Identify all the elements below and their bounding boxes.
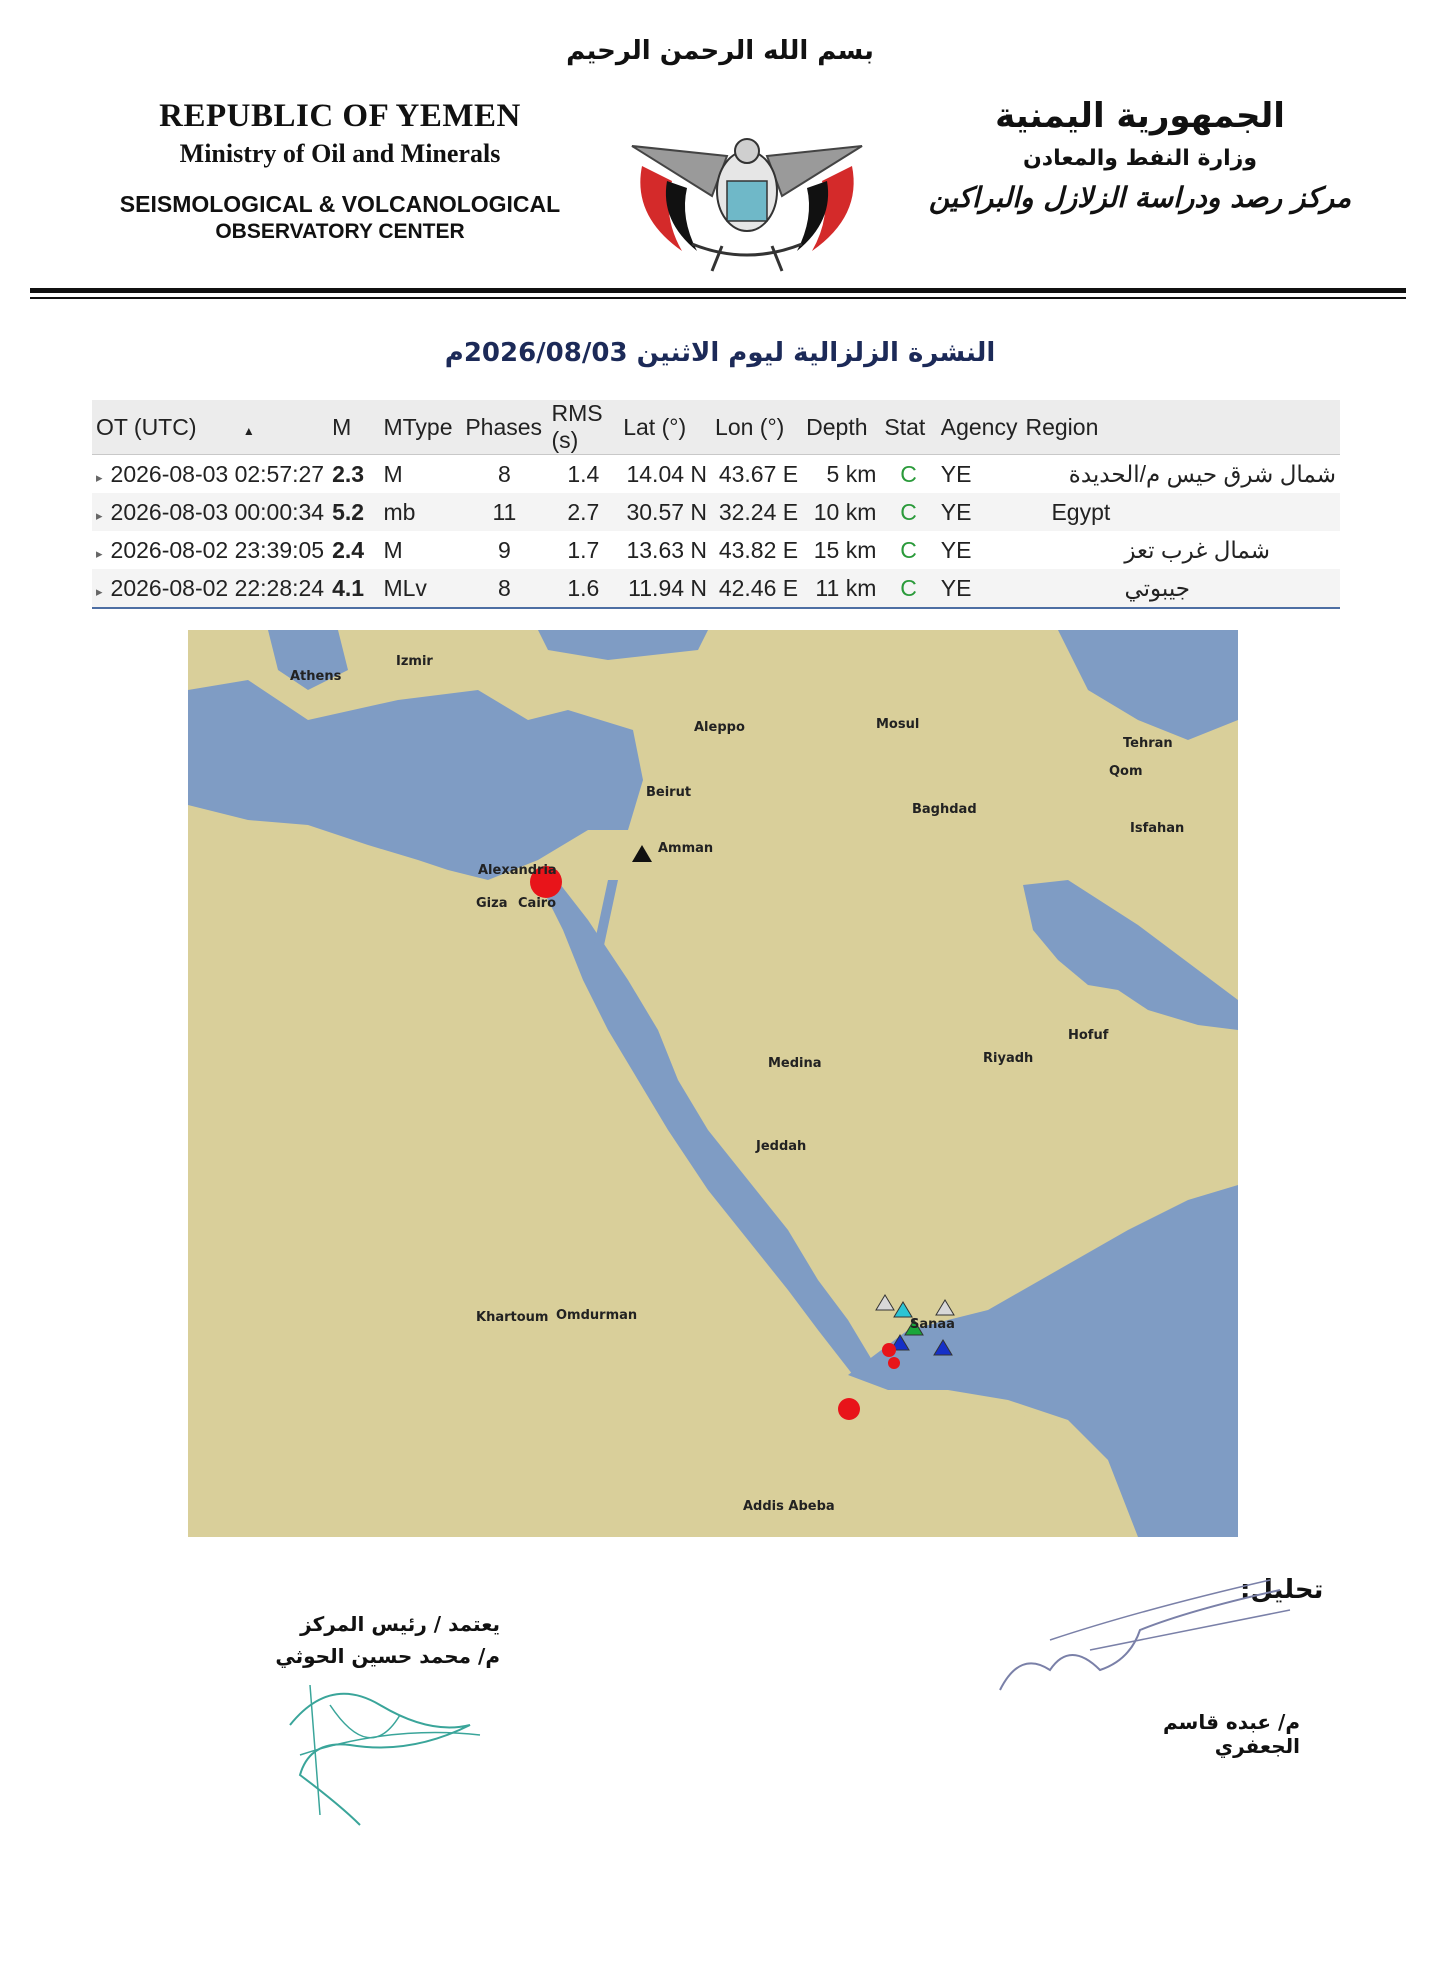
header-rule-thick: [30, 288, 1406, 293]
city-label: Cairo: [518, 896, 557, 911]
city-label: Omdurman: [556, 1308, 638, 1323]
col-region[interactable]: Region: [1021, 400, 1340, 455]
yemen-eagle-emblem: [612, 126, 882, 276]
city-label: Athens: [290, 669, 342, 684]
event-marker: [888, 1357, 900, 1369]
expand-arrow-icon[interactable]: ▸: [96, 469, 103, 485]
ministry-name-en: Ministry of Oil and Minerals: [179, 139, 501, 168]
basmala: بسم الله الرحمن الرحيم: [566, 36, 874, 66]
col-mtype[interactable]: MType: [379, 400, 461, 455]
city-label: Amman: [658, 841, 714, 856]
city-label: Addis Abeba: [743, 1499, 835, 1514]
approver-name: م/ محمد حسين الحوثي: [275, 1644, 500, 1668]
col-lat[interactable]: Lat (°): [619, 400, 711, 455]
expand-arrow-icon[interactable]: ▸: [96, 507, 103, 523]
event-marker: [838, 1398, 860, 1420]
center-name-ar: مركز رصد ودراسة الزلازل والبراكين: [928, 181, 1352, 214]
col-lon[interactable]: Lon (°): [711, 400, 802, 455]
city-label: Sanaa: [910, 1317, 955, 1332]
table-row[interactable]: ▸ 2026-08-02 22:28:24 4.1 MLv 8 1.6 11.94 N 42.46 E 11 km C YE جيبوتي: [92, 569, 1340, 608]
approver-signature: [270, 1665, 500, 1835]
event-marker: [882, 1343, 896, 1357]
arabic-letterhead: [900, 96, 1380, 214]
table-header-row: [92, 400, 1340, 455]
bulletin-title: النشرة الزلزالية ليوم الاثنين 2026/08/03م: [444, 338, 996, 368]
col-phases[interactable]: Phases: [461, 400, 547, 455]
center-name-en-1: SEISMOLOGICAL & VOLCANOLOGICAL: [119, 191, 561, 217]
city-label: Baghdad: [912, 802, 977, 817]
approver-block: [240, 1612, 500, 1668]
col-stat[interactable]: Stat: [880, 400, 936, 455]
city-label: Riyadh: [983, 1051, 1034, 1066]
ministry-name-ar: وزارة النفط والمعادن: [1023, 146, 1257, 171]
expand-arrow-icon[interactable]: ▸: [96, 545, 103, 561]
city-label: Qom: [1109, 764, 1143, 779]
city-label: Aleppo: [694, 720, 745, 735]
city-label: Jeddah: [756, 1139, 807, 1154]
city-label: Giza: [476, 896, 508, 911]
center-name-en-2: OBSERVATORY CENTER: [215, 220, 465, 243]
col-depth[interactable]: Depth: [802, 400, 880, 455]
earthquake-table: [92, 400, 1340, 609]
analyst-name: م/ عبده قاسم الجعفري: [1162, 1710, 1300, 1758]
city-label: Izmir: [396, 654, 433, 669]
table-row[interactable]: ▸ 2026-08-02 23:39:05 2.4 M 9 1.7 13.63 N 43.82 E 15 km C YE شمال غرب تعز: [96, 536, 1270, 563]
city-label: Khartoum: [476, 1310, 549, 1325]
country-name-en: REPUBLIC OF YEMEN: [159, 98, 521, 134]
city-label: Hofuf: [1068, 1028, 1109, 1043]
table-row[interactable]: ▸ 2026-08-03 02:57:27 2.3 M 8 1.4 14.04 N 43.67 E 5 km C YE شمال شرق حيس م/الحديدة: [96, 460, 1336, 487]
english-letterhead: [100, 98, 580, 244]
city-label: Tehran: [1123, 736, 1173, 751]
city-label: Mosul: [876, 717, 920, 732]
col-agency[interactable]: Agency: [937, 400, 1022, 455]
expand-arrow-icon[interactable]: ▸: [96, 583, 103, 599]
approver-title: يعتمد / رئيس المركز: [300, 1612, 500, 1636]
table-row[interactable]: ▸ 2026-08-03 00:00:34 5.2 mb 11 2.7 30.57 N 32.24 E 10 km C YE Egypt: [92, 493, 1340, 531]
col-rms[interactable]: RMS (s): [547, 400, 619, 455]
city-label: Isfahan: [1130, 821, 1185, 836]
city-label: Medina: [768, 1056, 822, 1071]
analysis-label: تحليل:: [1240, 1575, 1324, 1605]
col-m[interactable]: M: [328, 400, 379, 455]
country-name-ar: الجمهورية اليمنية: [995, 96, 1285, 136]
col-ot[interactable]: OT (UTC) ▲: [92, 400, 328, 455]
seismic-event-map[interactable]: [188, 630, 1238, 1537]
header-rule-thin: [30, 297, 1406, 299]
analyst-signature: [990, 1570, 1300, 1710]
city-label: Beirut: [646, 785, 692, 800]
city-label: Alexandria: [478, 863, 557, 878]
